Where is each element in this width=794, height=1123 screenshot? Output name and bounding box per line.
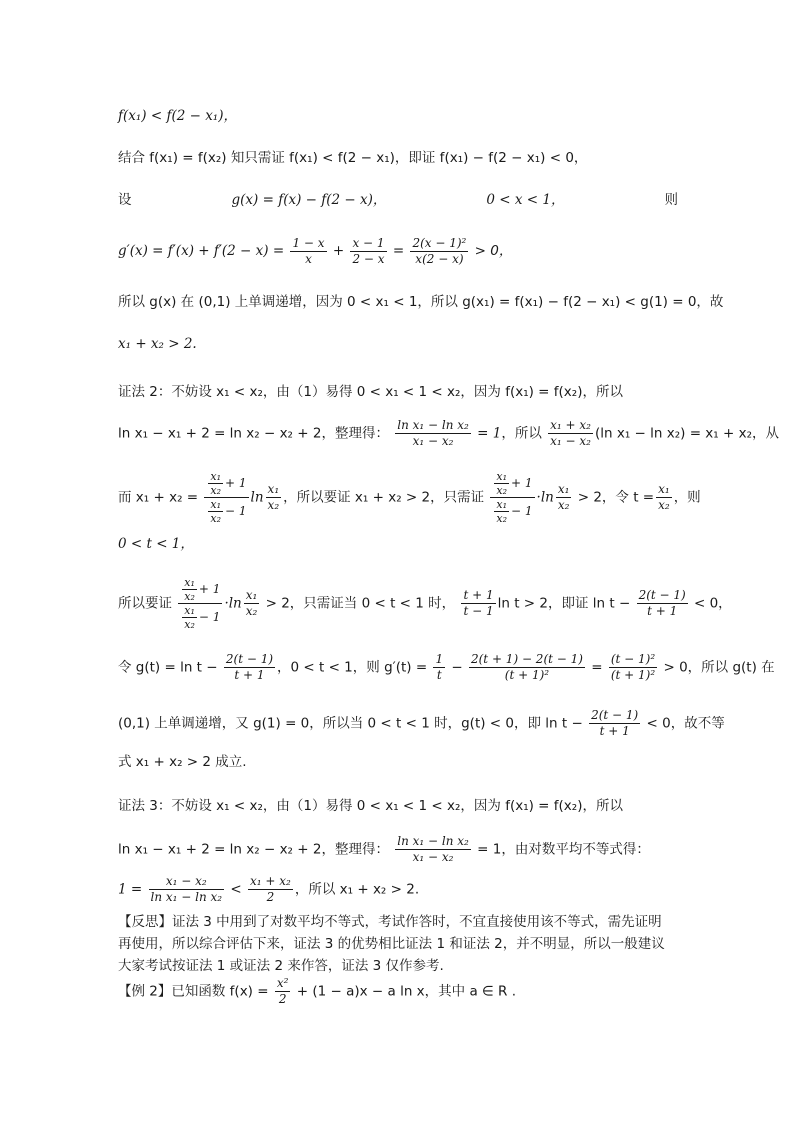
numerator: 2(t − 1) [638,588,686,602]
text-word: 设 [118,192,132,208]
fraction [290,236,326,267]
text-line-20 [118,956,678,976]
math-definition: g(x) = f(x) − f(2 − x)， [231,192,387,208]
text-segment: 【例 2】已知函数 f(x) = [118,983,269,1000]
text-segment: > 0，所以 g(t) 在 [659,659,775,676]
text-segment: ln x₁ − x₁ + 2 = ln x₂ − x₂ + 2，整理得： [118,425,389,442]
text-word: 则 [664,192,678,208]
denominator: (t + 1)² [504,668,550,682]
numerator: x₁ [184,576,195,589]
text-line-2 [118,148,678,168]
numerator: x₁ [658,482,670,496]
text-segment: 所以要证 [118,595,172,612]
numerator-tail: + 1 [511,476,533,490]
text-sentence: 所以 g(x) 在 (0,1) 上单调递增，因为 0 < x₁ < 1，所以 g(x₁) = f(x₁) − f(2 − x₁) < g(1) = 0，故 [118,294,724,310]
math-inequality: f(x₁) < f(2 − x₁)， [118,108,237,124]
denominator: t + 1 [647,604,678,618]
denominator: x₂ [184,590,195,603]
text-line-21 [118,976,678,1007]
text-segment: (0,1) 上单调递增，又 g(1) = 0，所以当 0 < t < 1 时，g(t) < 0，即 ln t − [118,715,583,732]
text-line-10 [118,534,678,554]
denominator: 2 [266,890,275,904]
text-segment: 令 g(t) = ln t − [118,659,218,676]
fraction [248,874,293,905]
text-segment: ，0 < t < 1，则 g′(t) = [277,659,428,676]
text-sentence: 【反思】证法 3 中用到了对数平均不等式，考试作答时，不宜直接使用该不等式，需先证明 [118,914,662,930]
numerator: x₁ + x₂ [250,874,291,888]
denominator: x₁ − x₂ [550,434,591,448]
numerator: x₁ [210,470,222,483]
text-line-11 [118,576,732,631]
fraction [149,874,225,905]
fraction [224,652,275,683]
text-segment: 而 x₁ + x₂ = [118,489,199,506]
fraction [656,482,672,513]
text-line-8: ln x₁ − x₁ + 2 = ln x₂ − x₂ + 2，整理得： $\frac{\text{ln x₁ − ln x₂}}{\text{x₁ − x₂}}$ = 1，所以 $\frac{\text{x₁ + x₂}}{\text{x₁ − x₂}}$ (ln x₁ − ln x₂) = x₁ + x₂，从 [118,418,780,448]
numerator: ln x₁ − ln x₂ [397,418,469,432]
denominator-tail: − 1 [198,610,221,624]
denominator: x₂ [658,498,670,512]
numerator: x − 1 [352,236,385,250]
text-segment: < 0， [689,595,732,612]
text-segment: 1 = [118,881,143,898]
numerator-tail: + 1 [198,582,221,596]
numerator: 1 [435,652,444,666]
denominator: x₁ − x₂ [412,434,454,448]
text-segment: + (1 − a)x − a ln x，其中 a ∈ R . [292,983,517,1000]
text-segment: (ln x₁ − ln x₂) = x₁ + x₂，从 [594,425,780,442]
numerator: x₁ [557,482,570,496]
denominator: x₂ [496,512,508,525]
text-sentence: 式 x₁ + x₂ > 2 成立. [118,754,247,770]
text-line-15 [118,796,678,816]
numerator: x₁ − x₂ [149,874,225,890]
numerator: 1 − x [292,236,325,250]
denominator: (t + 1)² [610,668,656,682]
text-line-16 [118,834,678,865]
text-tail: > 0， [474,243,513,259]
text-segment: ，所以 x₁ + x₂ > 2. [294,881,420,898]
text-line-14 [118,752,678,772]
fraction [548,418,593,449]
denominator: ln x₁ − ln x₂ [150,890,223,904]
fraction [609,652,657,683]
numerator: ln x₁ − ln x₂ [397,834,469,848]
text-line-12 [118,652,775,683]
text-sentence: 证法 2：不妨设 x₁ < x₂，由（1）易得 0 < x₁ < 1 < x₂，因为 f(x₁) = f(x₂)，所以 [118,384,623,400]
denominator: t − 1 [463,604,494,618]
fraction [433,652,445,683]
text-segment: > 2，令 t = [573,489,655,506]
nested-fraction [490,470,534,525]
text-segment: = 1，由对数平均不等式得： [472,841,650,858]
fraction [350,236,386,267]
text-segment: ，则 [673,489,701,506]
denominator-tail: − 1 [225,504,247,518]
numerator: 2(t − 1) [225,652,274,666]
numerator: 2(t + 1) − 2(t − 1) [470,652,583,666]
numerator: x₁ [184,604,195,617]
denominator: x₂ [557,498,570,512]
text-line-18 [118,912,678,932]
fraction [266,482,282,513]
text-segment: > 2，只需证当 0 < t < 1 时， [261,595,456,612]
ln-symbol: ·ln [536,489,554,506]
fraction [461,588,495,619]
text-line-7 [118,382,678,402]
numerator: (t − 1)² [610,652,656,666]
denominator: x₂ [496,484,508,497]
text-line-9 [118,470,701,525]
math-range: 0 < x < 1， [486,192,565,208]
denominator: t + 1 [599,724,630,738]
numerator: x₁ + x₂ [550,418,591,432]
fraction [275,976,291,1007]
ln-symbol: ln [250,489,264,506]
denominator-tail: − 1 [511,504,533,518]
text-segment: − [447,659,463,676]
text-segment: = [586,659,603,676]
fraction [469,652,585,683]
text-segment: < [226,881,247,898]
text-line-19 [118,934,678,954]
fraction [395,834,471,865]
denominator: x₂ [245,604,258,618]
text-segment: ln t > 2，即证 ln t − [497,595,631,612]
math-derivative: g′(x) = f′(x) + f′(2 − x) = [118,243,285,259]
fraction [395,418,471,449]
numerator: 2(x − 1)² [412,236,467,250]
math-conclusion: x₁ + x₂ > 2. [118,336,197,352]
numerator: t + 1 [463,588,494,602]
text-sentence: 再使用，所以综合评估下来，证法 3 的优势相比证法 1 和证法 2，并不明显，所以一般建议 [118,936,665,952]
nested-fraction [178,576,222,631]
text-line-3 [118,190,678,210]
math-range: 0 < t < 1， [118,536,194,552]
fraction [589,708,640,739]
numerator-tail: + 1 [225,476,247,490]
denominator: x₁ − x₂ [412,850,454,864]
denominator: x [305,252,312,266]
text-sentence: 大家考试按证法 1 或证法 2 来作答，证法 3 仅作参考. [118,958,444,974]
denominator: t [436,668,442,682]
ln-symbol: ·ln [224,595,242,612]
numerator: x₁ [496,470,508,483]
text-segment: ，所以要证 x₁ + x₂ > 2，只需证 [283,489,485,506]
fraction [637,588,688,619]
numerator: x² [276,976,289,990]
text-line-13 [118,708,725,739]
fraction [556,482,572,513]
text-sentence: 结合 f(x₁) = f(x₂) 知只需证 f(x₁) < f(2 − x₁)，即证 f(x₁) − f(2 − x₁) < 0， [118,150,588,166]
nested-fraction [204,470,248,525]
numerator: 2(t − 1) [591,708,639,722]
denominator: t + 1 [234,668,265,682]
denominator: x₂ [267,498,280,512]
denominator: 2 [278,992,287,1006]
numerator: x₁ [267,482,280,496]
numerator: x₁ [496,498,508,511]
text-segment: < 0，故不等 [642,715,725,732]
text-line-5 [118,292,724,312]
text-segment: ，所以 [501,425,542,442]
text-line-4: g′(x) = f′(x) + f′(2 − x) = $\frac{1 - x}{x}$ + $\frac{x - 1}{2 - x}$ = $\frac{\text{2(x − 1)²}}{x(2 - x)}$ > 0， [118,236,513,266]
text-line-1 [118,106,678,126]
numerator: x₁ [245,588,258,602]
denominator: x(2 − x) [415,252,464,266]
fraction [244,588,260,619]
numerator: x₁ [210,498,222,511]
text-segment: ln x₁ − x₁ + 2 = ln x₂ − x₂ + 2，整理得： [118,841,389,858]
denominator: 2 − x [352,252,385,266]
text-sentence: 证法 3：不妨设 x₁ < x₂，由（1）易得 0 < x₁ < 1 < x₂，因为 f(x₁) = f(x₂)，所以 [118,798,623,814]
denominator: x₂ [210,512,222,525]
fraction [410,236,468,267]
text-line-6 [118,334,678,354]
denominator: x₂ [184,618,195,631]
text-line-17 [118,874,678,905]
denominator: x₂ [210,484,222,497]
